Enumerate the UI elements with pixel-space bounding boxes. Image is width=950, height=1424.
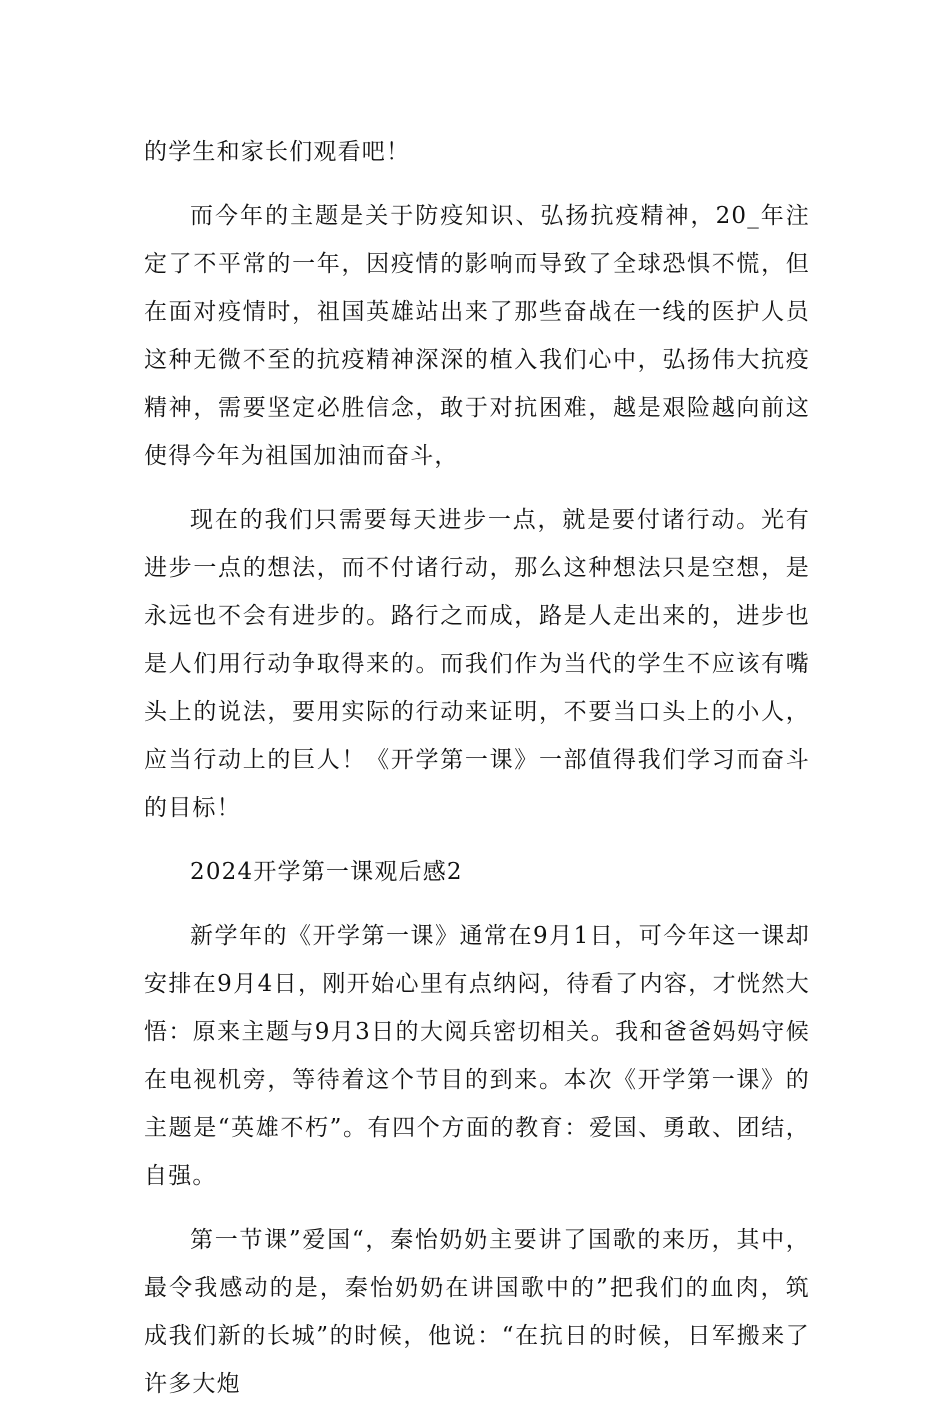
document-body [144,128,810,1424]
section-heading: 2024开学第一课观后感2 [190,859,463,885]
paragraph-progress: 现在的我们只需要每天进步一点，就是要付诸行动。光有进步一点的想法，而不付诸行动，那么这种想法只是空想，是永远也不会有进步的。路行之而成，路是人走出来的，进步也是人们用行动争取得来的。而我们作为当代的学生不应该有嘴头上的说法，要用实际的行动来证明，不要当口头上的小人，应当行动上的巨人！《开学第一课》一部值得我们学习而奋斗的目标！ [144,507,810,821]
paragraph-epidemic-theme: 而今年的主题是关于防疫知识、弘扬抗疫精神，20_年注定了不平常的一年，因疫情的影响而导致了全球恐惧不慌，但在面对疫情时，祖国英雄站出来了那些奋战在一线的医护人员这种无微不至的抗疫精神深深的植入我们心中，弘扬伟大抗疫精神，需要坚定必胜信念，敢于对抗困难，越是艰险越向前这使得今年为祖国加油而奋斗， [144,203,810,469]
paragraph-new-semester: 新学年的《开学第一课》通常在9月1日，可今年这一课却安排在9月4日，刚开始心里有点纳闷，待看了内容，才恍然大悟：原来主题与9月3日的大阅兵密切相关。我和爸爸妈妈守候在电视机旁，等待着这个节目的到来。本次《开学第一课》的主题是“英雄不朽”。有四个方面的教育：爱国、勇敢、团结，自强。 [144,923,810,1189]
paragraph-first-lesson: 第一节课”爱国“，秦怡奶奶主要讲了国歌的来历，其中，最令我感动的是，秦怡奶奶在讲国歌中的”把我们的血肉，筑成我们新的长城”的时候，他说：“在抗日的时候，日军搬来了许多大炮 [144,1227,810,1397]
paragraph-continuation: 的学生和家长们观看吧！ [144,139,411,165]
